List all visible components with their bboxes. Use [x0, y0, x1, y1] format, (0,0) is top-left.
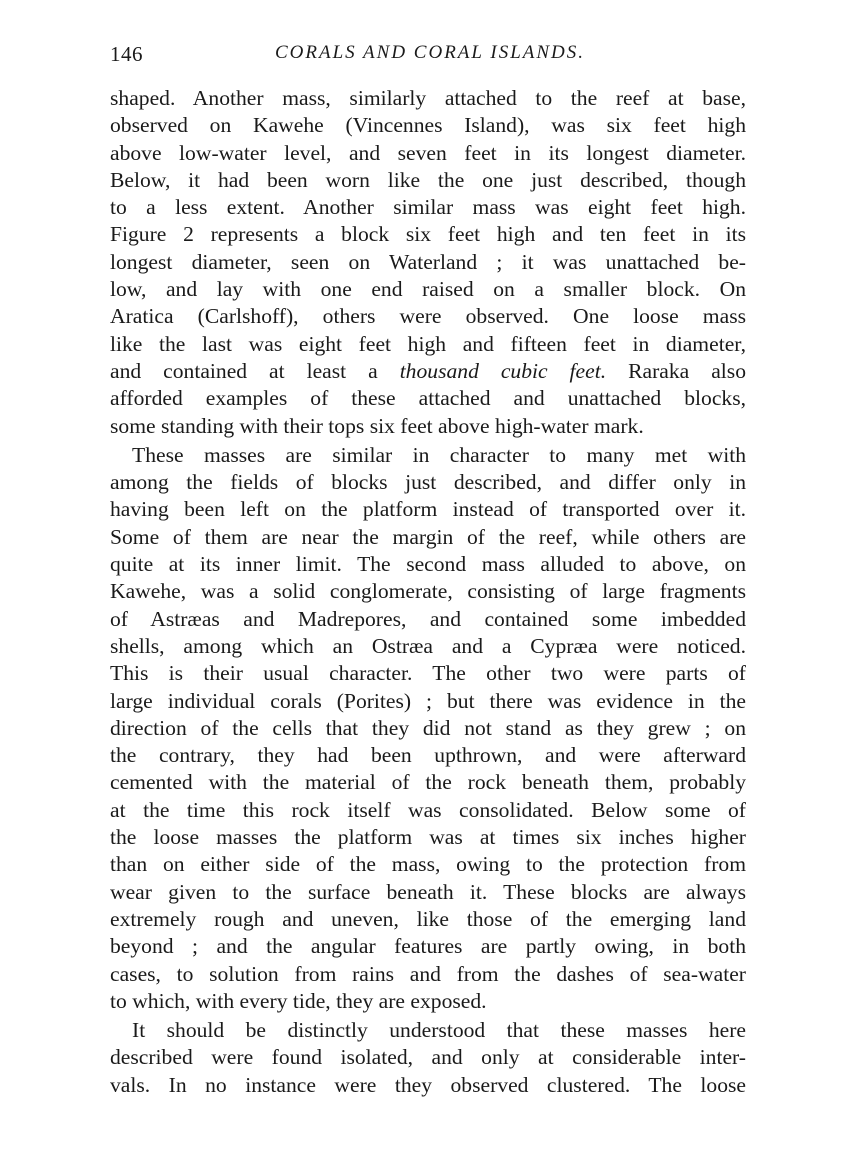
text-line: beyond ; and the angular features are partly owing, in both [110, 934, 746, 959]
text-line: quite at its inner limit. The second mass alluded to above, on [110, 552, 746, 577]
paragraph-1 [110, 85, 746, 440]
text-line-with-italic [110, 358, 746, 385]
text-line: to which, with every tide, they are exposed. [110, 988, 487, 1013]
page-number: 146 [110, 42, 143, 66]
text-line: shells, among which an Ostræa and a Cypræa were noticed. [110, 633, 746, 658]
text-line: cemented with the material of the rock beneath them, probably [110, 770, 746, 795]
text-line: observed on Kawehe (Vincennes Island), was six feet high [110, 113, 746, 138]
text-line: shaped. Another mass, similarly attached to the reef at base, [110, 86, 746, 110]
text-line: Kawehe, was a solid conglomerate, consisting of large fragments [110, 579, 746, 604]
text-line: of Astræas and Madrepores, and contained some imbedded [110, 606, 746, 631]
text-line: Figure 2 represents a block six feet high and ten feet in its [110, 222, 746, 247]
text-line: Aratica (Carlshoff), others were observed. One loose mass [110, 304, 746, 329]
running-head [110, 42, 750, 72]
text-line: extremely rough and uneven, like those of the emerging land [110, 906, 746, 931]
body-text [110, 85, 746, 1099]
text-line: direction of the cells that they did not stand as they grew ; on [110, 715, 746, 740]
text-line: like the last was eight feet high and fifteen feet in diameter, [110, 331, 746, 356]
text-run: Raraka also [606, 358, 746, 383]
text-line: It should be distinctly understood that these masses here [132, 1018, 746, 1043]
text-line: This is their usual character. The other two were parts of [110, 661, 746, 686]
text-line: having been left on the platform instead of transported over it. [110, 497, 746, 522]
text-line: at the time this rock itself was consolidated. Below some of [110, 797, 746, 822]
text-line: vals. In no instance were they observed clustered. The loose [110, 1072, 746, 1097]
italic-phrase: thousand cubic feet. [399, 358, 607, 383]
running-title: CORALS AND CORAL ISLANDS. [274, 42, 586, 63]
text-line: These masses are similar in character to many met with [132, 442, 746, 467]
paragraph-2 [110, 442, 746, 1015]
text-line: to a less extent. Another similar mass was eight feet high. [110, 195, 746, 220]
text-line: the contrary, they had been upthrown, and were afterward [110, 743, 746, 768]
text-line: wear given to the surface beneath it. These blocks are always [110, 879, 746, 904]
text-line: low, and lay with one end raised on a smaller block. On [110, 277, 746, 302]
text-line: above low-water level, and seven feet in its longest diameter. [110, 140, 746, 165]
text-line: than on either side of the mass, owing to the protection from [110, 852, 746, 877]
text-line: afforded examples of these attached and unattached blocks, [110, 386, 746, 411]
text-line: longest diameter, seen on Waterland ; it was unattached be- [110, 249, 746, 274]
text-line: some standing with their tops six feet above high-water mark. [110, 413, 644, 438]
text-line: among the fields of blocks just described, and differ only in [110, 470, 746, 495]
paragraph-3 [110, 1017, 746, 1099]
text-line: cases, to solution from rains and from the dashes of sea-water [110, 961, 746, 986]
text-line: Below, it had been worn like the one just described, though [110, 167, 746, 192]
text-line: described were found isolated, and only at considerable inter- [110, 1045, 746, 1070]
text-line: Some of them are near the margin of the reef, while others are [110, 524, 746, 549]
text-line: the loose masses the platform was at times six inches higher [110, 825, 746, 850]
text-line: large individual corals (Porites) ; but there was evidence in the [110, 688, 746, 713]
text-run: and contained at least a [110, 358, 400, 383]
